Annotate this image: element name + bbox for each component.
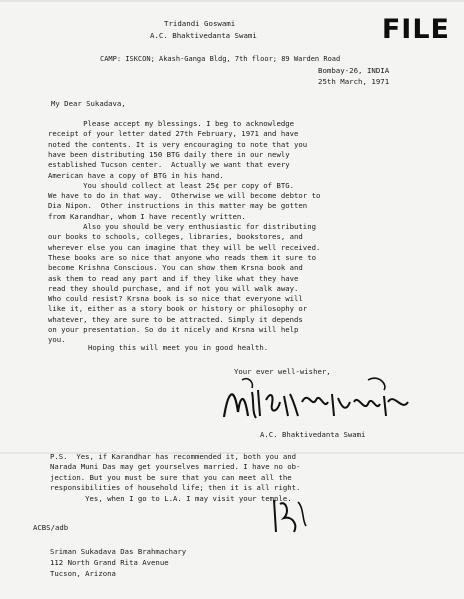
body-line: become Krishna Conscious. You can show them Krsna book and [48, 263, 303, 273]
postscript-line: P.S. Yes, if Karandhar has recommended it, both you and [50, 452, 297, 461]
postscript-line: jection. But you must be sure that you can meet all the [50, 472, 292, 482]
body-line: Also you should be very enthusiastic for distributing [48, 222, 316, 231]
initials-image [268, 494, 312, 538]
postscript-line: Yes, when I go to L.A. I may visit your temple. [50, 493, 292, 503]
body-line: our books to schools, colleges, libraries, bookstores, and [48, 232, 303, 242]
header-camp-address: CAMP: ISKCON; Akash-Ganga Bldg, 7th floor; 89 Warden Road [100, 55, 341, 63]
body-line: read they should purchase, and if not you will walk away. [48, 283, 299, 293]
body-line: have been distributing 150 BTG daily there in our newly [48, 149, 290, 159]
valediction: Your ever well-wisher, [234, 367, 331, 376]
address-line-city: Tucson, Arizona [50, 569, 116, 578]
body-line: noted the contents. It is very encouraging to note that you [48, 139, 308, 149]
body-line: like it, either as a story book or history or philosophy or [48, 304, 308, 314]
body-line: established Tucson center. Actually we want that every [48, 160, 290, 170]
header-name: A.C. Bhaktivedanta Swami [150, 31, 257, 40]
body-line: ask them to read any part and if they like what they have [48, 273, 299, 283]
postscript-line: responsibilities of household life; then it is all right. [50, 483, 301, 493]
body-line: Please accept my blessings. I beg to acknowledge [48, 119, 295, 128]
signature-name: A.C. Bhaktivedanta Swami [260, 430, 366, 439]
body-line: wherever else you can imagine that they will be well received. [48, 242, 321, 252]
body-line: We have to do in that way. Otherwise we will become debtor to [48, 191, 321, 201]
body-line: from Karandhar, whom I have recently written. [48, 211, 246, 221]
body-line: You should collect at least 25¢ per copy of BTG. [48, 180, 295, 190]
salutation: My Dear Sukadava, [51, 99, 126, 108]
body-line: whatever, they are sure to be attracted. Simply it depends [48, 314, 303, 324]
body-line: Dia Nipon. Other instructions in this matter may be gotten [48, 201, 308, 211]
scan-edge-mid [0, 452, 464, 454]
body-line: American have a copy of BTG in his hand. [48, 170, 224, 180]
file-stamp: FILE [381, 14, 450, 45]
header-title: Tridandi Goswami [164, 19, 236, 28]
signature-image [218, 372, 418, 430]
body-line: These books are so nice that anyone who reads them it sure to [48, 252, 316, 262]
reference-initials: ACBS/adb [33, 523, 69, 532]
scan-edge-top [0, 0, 464, 2]
postscript-line: Narada Muni Das may get yourselves married. I have no ob- [50, 462, 301, 472]
closing-line: Hoping this will meet you in good health. [88, 343, 269, 352]
address-line-street: 112 North Grand Rita Avenue [50, 558, 169, 567]
body-line: Who could resist? Krsna book is so nice that everyone will [48, 294, 303, 304]
address-line-name: Sriman Sukadava Das Brahmachary [50, 547, 187, 556]
header-date: 25th March, 1971 [318, 77, 390, 86]
header-city: Bombay-26, INDIA [318, 66, 390, 75]
body-line: on your presentation. So do it nicely and Krsna will help [48, 325, 299, 334]
body-line: you. [48, 335, 66, 345]
body-line: receipt of your letter dated 27th February, 1971 and have [48, 129, 299, 139]
